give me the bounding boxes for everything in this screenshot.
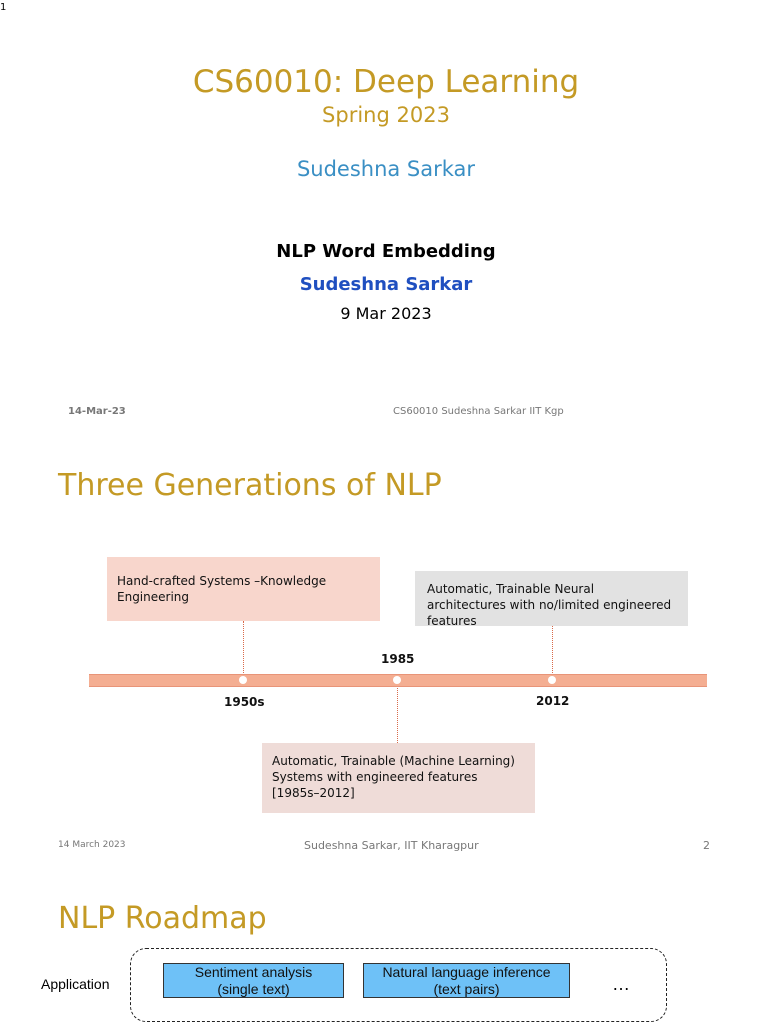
slide1-footer-date: 14-Mar-23 [68, 406, 126, 417]
generation-3-box: Automatic, Trainable Neural architectures with no/limited engineered features [415, 571, 688, 626]
connector-1950s [243, 621, 244, 677]
task-sentiment-analysis [163, 963, 344, 998]
more-tasks-ellipsis: … [612, 974, 630, 994]
task-1-detail: (single text) [217, 981, 290, 997]
slide2-footer-date: 14 March 2023 [58, 840, 126, 850]
slide3-title: NLP Roadmap [58, 901, 267, 936]
slide1-footer-credit: CS60010 Sudeshna Sarkar IIT Kgp [393, 406, 564, 417]
year-1950s: 1950s [224, 695, 265, 709]
connector-1985 [397, 684, 398, 743]
task-natural-language-inference [363, 963, 570, 998]
course-author: Sudeshna Sarkar [296, 157, 476, 181]
lecture-presenter: Sudeshna Sarkar [299, 274, 473, 295]
lecture-date: 9 Mar 2023 [340, 304, 432, 323]
timeline-dot-1950s [239, 676, 247, 684]
task-2-detail: (text pairs) [433, 981, 500, 997]
course-term: Spring 2023 [322, 103, 450, 127]
generation-1-box: Hand-crafted Systems –Knowledge Engineering [107, 557, 380, 621]
generation-2-box: Automatic, Trainable (Machine Learning) Systems with engineered features [1985s–2012] [262, 743, 535, 813]
task-1-name: Sentiment analysis [194, 964, 313, 980]
slide2-title: Three Generations of NLP [58, 468, 442, 503]
application-row-label: Application [41, 976, 110, 992]
connector-2012 [552, 626, 553, 677]
lecture-topic: NLP Word Embedding [276, 241, 496, 262]
page-number: 1 [0, 2, 7, 13]
timeline-dot-1985 [393, 676, 401, 684]
task-2-name: Natural language inference [382, 964, 551, 980]
timeline-dot-2012 [548, 676, 556, 684]
slide2-footer-credit: Sudeshna Sarkar, IIT Kharagpur [304, 839, 479, 852]
slide2-page-number: 2 [703, 839, 710, 852]
year-2012: 2012 [536, 694, 570, 708]
course-title: CS60010: Deep Learning [192, 64, 580, 100]
year-1985: 1985 [381, 652, 415, 666]
